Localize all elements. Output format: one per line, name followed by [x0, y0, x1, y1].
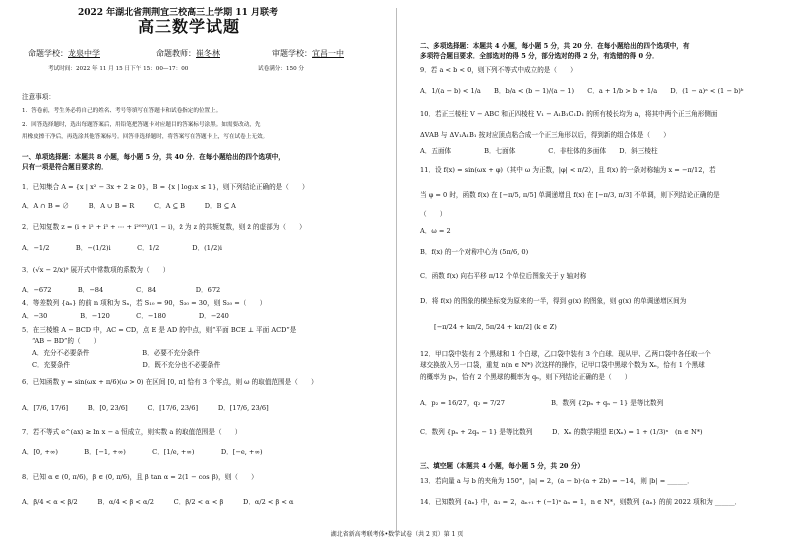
q7-options: A．[0, +∞) B．[−1, +∞) C．[1/e, +∞) D．[−e, +∞)	[22, 448, 263, 456]
question-12-cont: 的概率为 pₙ，恰有 2 个黑球的概率为 qₙ，则下列结论正确的是（ ）	[420, 373, 632, 381]
teacher-label: 命题教师：	[156, 49, 196, 58]
question-10: 10．若正三棱柱 V − ABC 和正四棱柱 V₁ − A₁B₁C₁D₁ 的所有棱长均为 a，将其中两个正三角形侧面	[420, 110, 718, 118]
q11-option-a: A．ω = 2	[420, 227, 451, 235]
question-6: 6．已知函数 y = sin(ωx + π/6)(ω > 0) 在区间 [0, π] 恰有 3 个零点，则 ω 的取值范围是（ ）	[22, 378, 318, 386]
question-8: 8．已知 α ∈ (0, π/6)，β ∈ (0, π/6)，且 β tan α = 2(1 − cos β)，则（ ）	[22, 473, 258, 481]
q11-option-b: B．f(x) 的一个对称中心为 (5π/6, 0)	[420, 248, 529, 256]
full-score: 试卷满分：150 分	[258, 66, 305, 72]
school-label: 命题学校：	[28, 49, 68, 58]
section-title: 只有一项是符合题目要求的．	[22, 163, 108, 171]
question-12-cont: 球交换放入另一口袋，重复 n(n ∈ N*) 次这样的操作，记甲口袋中黑球个数为 Xₙ，恰有 1 个黑球	[420, 361, 705, 369]
q4-options: A．−30 B．−120 C．−180 D．−240	[22, 312, 229, 320]
notice-line: 用橡皮擦干净后，再选涂其他答案标号。回答非选择题时，将答案写在答题卡上，写在试卷上无效。	[22, 134, 269, 140]
question-5-cont: “AB − BD”的（ ）	[32, 337, 101, 345]
q5-options: A．充分不必要条件 B．必要不充分条件	[32, 349, 200, 357]
exam-time: 考试时间：2022 年 11 月 15 日下午 15：00—17：00	[48, 66, 189, 72]
q10-options: A．五面体 B．七面体 C．非柱体的多面体 D．斜三棱柱	[420, 147, 658, 155]
teacher-name: 崔冬林	[196, 49, 220, 58]
notice-title: 注意事项：	[22, 93, 55, 101]
section-title: 三、填空题（本题共 4 小题，每小题 5 分，共 20 分）	[420, 462, 584, 470]
question-11: 11．设 f(x) = sin(ωx + φ)（其中 ω 为正数，|φ| < π/2），且 f(x) 的一条对称轴为 x = −π/12，若	[420, 166, 716, 174]
section-title: 一、单项选择题：本题共 8 小题，每小题 5 分，共 40 分．在每小题给出的四个选项中，	[22, 153, 285, 161]
school-name: 龙泉中学	[68, 49, 100, 58]
q5-options: C．充要条件 D．既不充分也不必要条件	[32, 361, 221, 369]
question-5: 5．在三棱锥 A − BCD 中，AC = CD，点 E 是 AD 的中点，则“平面 BCE ⊥ 平面 ACD”是	[22, 326, 297, 334]
q11-option-c: C．函数 f(x) 向右平移 π/12 个单位后图象关于 y 轴对称	[420, 272, 587, 280]
q8-options: A．β/4 < α < β/2 B．α/4 < β < α/2 C．β/2 < α < β D．α/2 < β < α	[22, 498, 294, 506]
notice-line: 1．答卷前，考生务必将自己的姓名、考号等填写在答题卡和试卷指定的位置上。	[22, 108, 222, 114]
q1-options: A．A ∩ B = ∅ B．A ∪ B = R C．A ⊆ B D．B ⊆ A	[22, 202, 236, 210]
question-11-cont: 当 φ = 0 时，函数 f(x) 在 [−π/5, π/5] 单调递增且 f(x) 在 [−π/3, π/3] 不单调，则下列结论正确的是	[420, 191, 720, 199]
question-2: 2．已知复数 z = (i + i² + i³ + ⋯ + i²⁰²³)/(1 − i)，z̄ 为 z 的共轭复数，则 z̄ 的虚部为（ ）	[22, 223, 306, 231]
q12-options: A．p₂ = 16/27，q₂ = 7/27 B．数列 {2pₙ + qₙ − 1} 是等比数列	[420, 399, 664, 407]
question-14: 14．已知数列 {aₙ} 中，a₁ = 2，aₙ₊₁ + (−1)ⁿ aₙ = 1，n ∈ N*，则数列 {aₙ} 的前 2022 项和为 ______．	[420, 498, 742, 506]
reviewer-name: 宜昌一中	[312, 49, 344, 58]
teacher-line	[156, 50, 220, 58]
q12-options: C．数列 {pₙ + 2qₙ − 1} 是等比数列 D．Xₙ 的数学期望 E(Xₙ) = 1 + (1/3)ⁿ (n ∈ N*)	[420, 428, 703, 436]
q11-option-d: D．将 f(x) 的图象的横坐标变为原来的一半，得到 g(x) 的图象，则 g(x) 的单调递增区间为	[420, 297, 687, 305]
page-title: 高三数学试题	[138, 17, 241, 36]
page-footer: 湖北省新高考联考体•数学试卷（共 2 页）第 1 页	[330, 531, 464, 538]
question-13: 13．若向量 a 与 b 的夹角为 150°，|a| = 2，(a − b)·(a + 2b) = −14，则 |b| = ______．	[420, 477, 694, 485]
author-line	[28, 50, 100, 58]
question-4: 4．等差数列 {aₙ} 的前 n 项和为 Sₙ，若 S₁₀ = 90，S₃₀ = 30，则 S₂₀ =（ ）	[22, 299, 267, 307]
reviewer-line	[272, 50, 344, 58]
column-divider	[396, 8, 397, 536]
exam-line: 2022 年湖北省荆荆宜三校高三上学期 11 月联考	[78, 8, 278, 18]
section-title: 多项符合题目要求．全部选对的得 5 分，部分选对的得 2 分，有选错的得 0 分．	[420, 52, 659, 60]
q11-option-d-interval: [−π/24 + kπ/2, 5π/24 + kπ/2] (k ∈ Z)	[434, 323, 557, 331]
section-title: 二、多项选择题：本题共 4 小题，每小题 5 分，共 20 分．在每小题给出的四个选项中，有	[420, 42, 690, 50]
q9-options: A．1/(a − b) < 1/a B．b/a < (b − 1)/(a − 1) C．a + 1/b > b + 1/a D．(1 − a)ᵃ < (1 − b)ᵇ	[420, 87, 744, 95]
question-7: 7．若不等式 e^(ax) ≥ ln x − a 恒成立，则实数 a 的取值范围是（ ）	[22, 428, 242, 436]
question-9: 9．若 a < b < 0，则下列不等式中成立的是（ ）	[420, 66, 577, 74]
question-11-cont: （ ）	[420, 210, 447, 218]
question-3: 3．(√x − 2/x)⁹ 展开式中常数项的系数为（ ）	[22, 266, 170, 274]
question-12: 12．甲口袋中装有 2 个黑球和 1 个白球，乙口袋中装有 3 个白球．现从甲、乙两口袋中各任取一个	[420, 350, 711, 358]
q6-options: A．[7/6, 17/6] B．[0, 23/6] C．[17/6, 23/6] D．[17/6, 23/6]	[22, 404, 269, 412]
q2-options: A．−1/2 B．−(1/2)i C．1/2 D．(1/2)i	[22, 244, 223, 252]
reviewer-label: 审题学校：	[272, 49, 312, 58]
question-10-cont: ΔVAB 与 ΔV₁A₁B₁ 按对应顶点粘合成一个正三角形以后，得到新的组合体是（ ）	[420, 131, 670, 139]
question-1: 1．已知集合 A = {x | x² − 3x + 2 ≥ 0}，B = {x | log₂x ≤ 1}，则下列结论正确的是（ ）	[22, 183, 309, 191]
notice-line: 2．回答选择题时，选出每题答案后，用铅笔把答题卡对应题目的答案标号涂黑。如需要改动，先	[22, 122, 261, 128]
q3-options: A．−672 B．−84 C．84 D．672	[22, 286, 221, 294]
